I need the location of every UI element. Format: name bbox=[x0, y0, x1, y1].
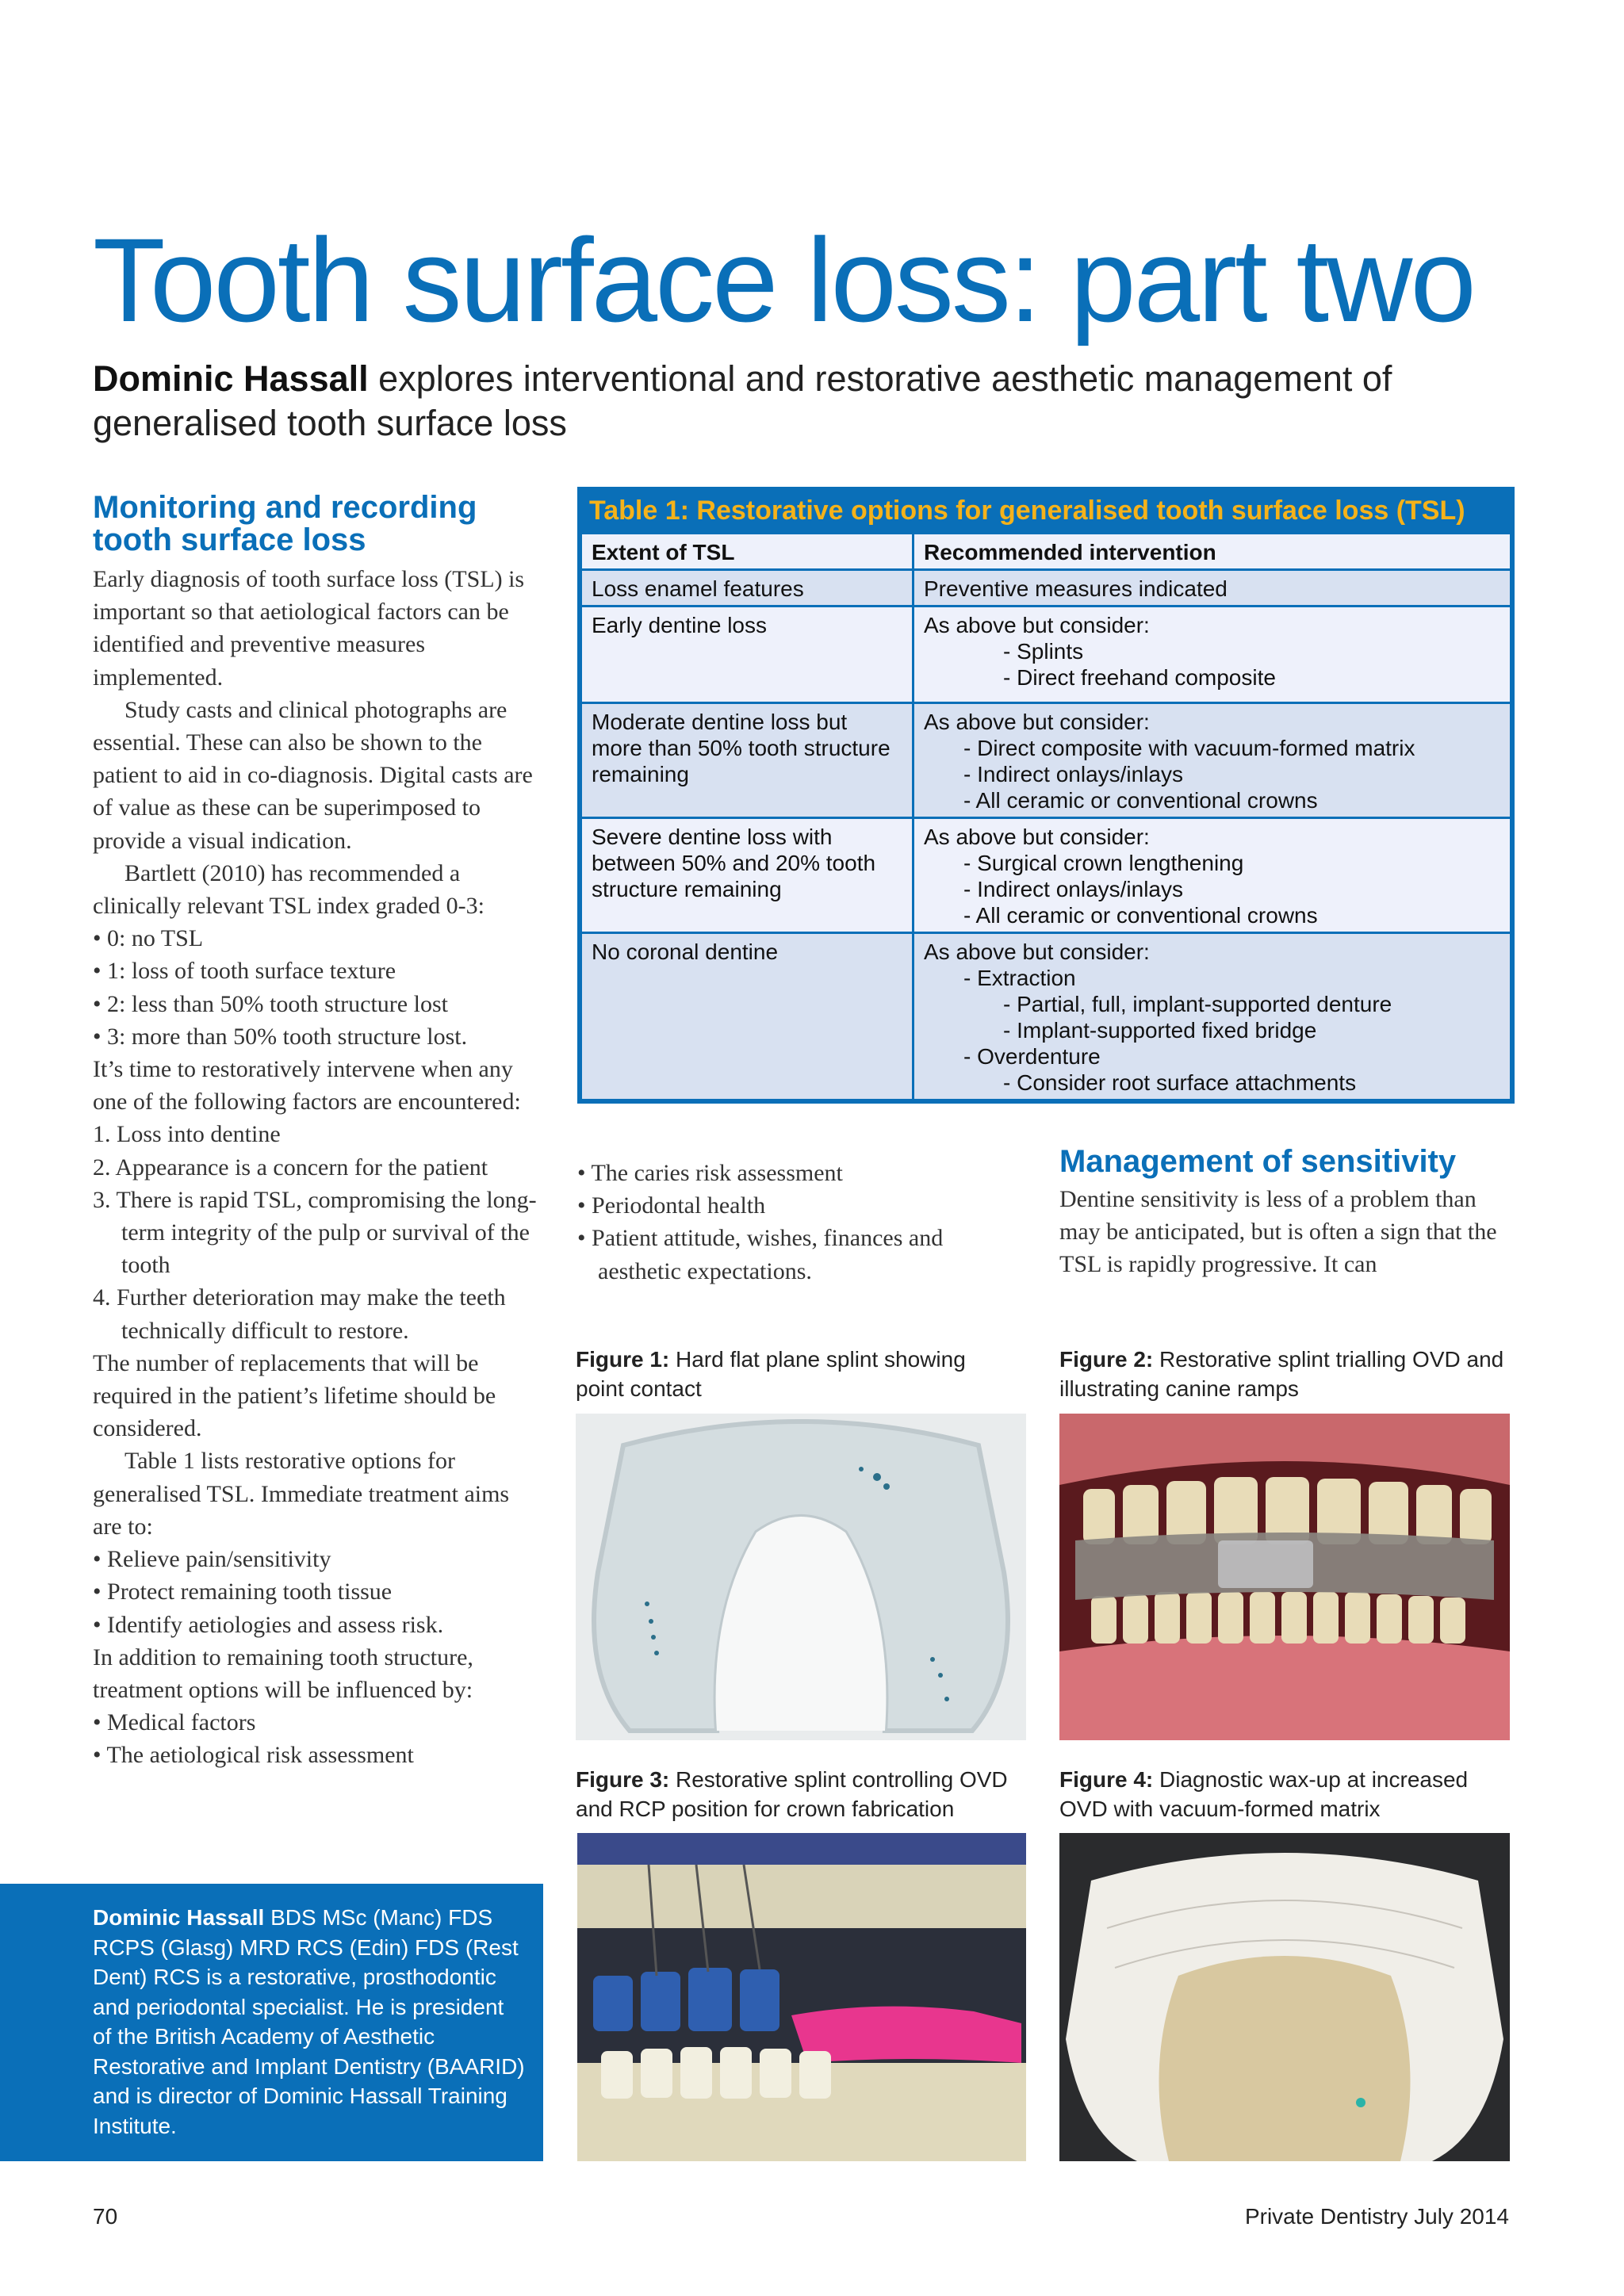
figure-3-caption bbox=[576, 1765, 1036, 1823]
intervention-line: As above but consider: bbox=[924, 613, 1150, 637]
list-item: 3. There is rapid TSL, compromising the long-term integrity of the pulp or survival of the tooth bbox=[93, 1186, 537, 1279]
list-item: • Identify aetiologies and assess risk. bbox=[93, 1611, 444, 1638]
paragraph: Dentine sensitivity is less of a problem than may be anticipated, but is often a sign that the TSL is rapidly progressive. It can bbox=[1059, 1186, 1497, 1278]
table-row bbox=[581, 570, 1511, 607]
articulator-cast-photo bbox=[577, 1833, 1026, 2161]
list-item: • 0: no TSL bbox=[93, 925, 204, 952]
intervention-line: - Splints bbox=[1003, 639, 1084, 664]
figure-label: Figure 1: bbox=[576, 1347, 670, 1372]
table-cell-intervention bbox=[914, 933, 1511, 1100]
table bbox=[580, 532, 1512, 1101]
column-3-sensitivity bbox=[1059, 1146, 1519, 1281]
column-1 bbox=[93, 492, 537, 1772]
paragraph: Bartlett (2010) has recommended a clinically relevant TSL index graded 0-3: bbox=[93, 859, 485, 920]
table-cell-intervention bbox=[914, 607, 1511, 703]
list-item: • Medical factors bbox=[93, 1709, 256, 1736]
figure-label: Figure 2: bbox=[1059, 1347, 1154, 1372]
list-item: • The aetiological risk assessment bbox=[93, 1742, 414, 1769]
table-cell-extent: Severe dentine loss with between 50% and 20% tooth structure remaining bbox=[581, 818, 914, 933]
paragraph: Table 1 lists restorative options for generalised TSL. Immediate treatment aims are to: bbox=[93, 1448, 510, 1540]
table-cell-intervention bbox=[914, 703, 1511, 818]
table-row bbox=[581, 933, 1511, 1100]
paragraph: The number of replacements that will be required in the patient’s lifetime should be considered. bbox=[93, 1349, 496, 1442]
page-number: 70 bbox=[93, 2204, 118, 2229]
intervention-line: - Partial, full, implant-supported denture bbox=[1003, 992, 1392, 1016]
table-header-cell: Extent of TSL bbox=[581, 534, 914, 570]
intervention-line: - Consider root surface attachments bbox=[1003, 1070, 1357, 1095]
table-cell-extent: No coronal dentine bbox=[581, 933, 914, 1100]
column-2-list bbox=[577, 1157, 1021, 1288]
figure-4-caption bbox=[1059, 1765, 1519, 1823]
table-title: Table 1: Restorative options for generalised tooth surface loss (TSL) bbox=[580, 489, 1512, 532]
body-text bbox=[93, 563, 537, 1772]
intervention-line: - Extraction bbox=[963, 966, 1076, 990]
intervention-line: - Implant-supported fixed bridge bbox=[1003, 1018, 1317, 1043]
wax-up-photo bbox=[1059, 1833, 1510, 2161]
paragraph: Early diagnosis of tooth surface loss (TSL) is important so that aetiological factors can be identified and preventive measures implemented. bbox=[93, 566, 525, 691]
intervention-line: - All ceramic or conventional crowns bbox=[963, 788, 1318, 813]
paragraph: In addition to remaining tooth structure, treatment options will be influenced by: bbox=[93, 1644, 473, 1703]
figure-label: Figure 4: bbox=[1059, 1767, 1154, 1792]
intervention-line: As above but consider: bbox=[924, 825, 1150, 849]
list-item: • 3: more than 50% tooth structure lost. bbox=[93, 1023, 468, 1050]
figure-4-image bbox=[1059, 1833, 1510, 2161]
list-item: • Patient attitude, wishes, finances and aesthetic expectations. bbox=[577, 1225, 944, 1284]
standfirst bbox=[93, 357, 1520, 446]
table-header-cell: Recommended intervention bbox=[914, 534, 1511, 570]
intervention-line: As above but consider: bbox=[924, 939, 1150, 964]
mouth-splint-photo bbox=[1059, 1414, 1510, 1740]
page-title: Tooth surface loss: part two bbox=[93, 213, 1474, 346]
paragraph: It’s time to restoratively intervene when any one of the following factors are encountered: bbox=[93, 1056, 521, 1115]
list-item: • Periodontal health bbox=[577, 1192, 766, 1219]
figure-caption-text: Diagnostic wax-up at increased OVD with vacuum-formed matrix bbox=[1059, 1767, 1469, 1821]
table-row bbox=[581, 818, 1511, 933]
figure-2-image bbox=[1059, 1414, 1510, 1740]
list-item: • Protect remaining tooth tissue bbox=[93, 1578, 393, 1605]
list-item: 2. Appearance is a concern for the patient bbox=[93, 1154, 488, 1181]
table-row bbox=[581, 607, 1511, 703]
list-item: • 2: less than 50% tooth structure lost bbox=[93, 990, 448, 1017]
list-item: • Relieve pain/sensitivity bbox=[93, 1546, 331, 1573]
bio-name: Dominic Hassall bbox=[93, 1905, 265, 1930]
author-name: Dominic Hassall bbox=[93, 358, 369, 399]
intervention-line: - Direct composite with vacuum-formed matrix bbox=[963, 736, 1415, 760]
table-cell-intervention bbox=[914, 570, 1511, 607]
section-heading-sensitivity: Management of sensitivity bbox=[1059, 1144, 1457, 1179]
intervention-line: - Direct freehand composite bbox=[1003, 665, 1276, 690]
figure-caption-text: Hard flat plane splint showing point contact bbox=[576, 1347, 966, 1401]
figure-label: Figure 3: bbox=[576, 1767, 670, 1792]
intervention-line: Preventive measures indicated bbox=[924, 576, 1228, 601]
figure-1-caption bbox=[576, 1345, 1020, 1403]
figure-1-image bbox=[576, 1414, 1026, 1740]
intervention-line: - Indirect onlays/inlays bbox=[963, 877, 1184, 901]
list-item: • 1: loss of tooth surface texture bbox=[93, 958, 396, 985]
table-cell-extent: Loss enamel features bbox=[581, 570, 914, 607]
bio-text: BDS MSc (Manc) FDS RCPS (Glasg) MRD RCS (Edin) FDS (Rest Dent) RCS is a restorative, prosthodontic and periodontal specialist. He is president of the British Academy of Aesthetic Restorative and Implant Dentistry (BAARID) and is director of Dominic Hassall Training Institute. bbox=[93, 1905, 525, 2138]
table-cell-extent: Moderate dentine loss but more than 50% tooth structure remaining bbox=[581, 703, 914, 818]
standfirst-text: explores interventional and restorative aesthetic management of generalised tooth surface loss bbox=[93, 358, 1392, 443]
intervention-line: - Indirect onlays/inlays bbox=[963, 762, 1184, 786]
splint-photo bbox=[576, 1414, 1026, 1740]
paragraph: Study casts and clinical photographs are essential. These can also be shown to the patient to aid in co-diagnosis. Digital casts are of value as these can be superimposed to provide a visual indication. bbox=[93, 696, 533, 854]
intervention-line: As above but consider: bbox=[924, 710, 1150, 734]
figure-3-image bbox=[577, 1833, 1026, 2161]
author-bio-box bbox=[0, 1884, 543, 2161]
intervention-line: - All ceramic or conventional crowns bbox=[963, 903, 1318, 928]
intervention-line: - Overdenture bbox=[963, 1044, 1101, 1069]
list-item: 1. Loss into dentine bbox=[93, 1121, 281, 1148]
list-item: • The caries risk assessment bbox=[577, 1160, 843, 1186]
figure-caption-text: Restorative splint controlling OVD and RCP position for crown fabrication bbox=[576, 1767, 1008, 1821]
table-row bbox=[581, 703, 1511, 818]
table-header-row bbox=[581, 534, 1511, 570]
figure-2-caption bbox=[1059, 1345, 1519, 1403]
table-cell-extent: Early dentine loss bbox=[581, 607, 914, 703]
list-item: 4. Further deterioration may make the teeth technically difficult to restore. bbox=[93, 1284, 506, 1344]
section-heading-monitoring: Monitoring and recording tooth surface loss bbox=[93, 490, 477, 557]
restorative-options-table bbox=[577, 487, 1515, 1104]
intervention-line: - Surgical crown lengthening bbox=[963, 851, 1244, 875]
figure-caption-text: Restorative splint trialling OVD and illustrating canine ramps bbox=[1059, 1347, 1504, 1401]
publication-footer: Private Dentistry July 2014 bbox=[1244, 2204, 1509, 2229]
table-cell-intervention bbox=[914, 818, 1511, 933]
